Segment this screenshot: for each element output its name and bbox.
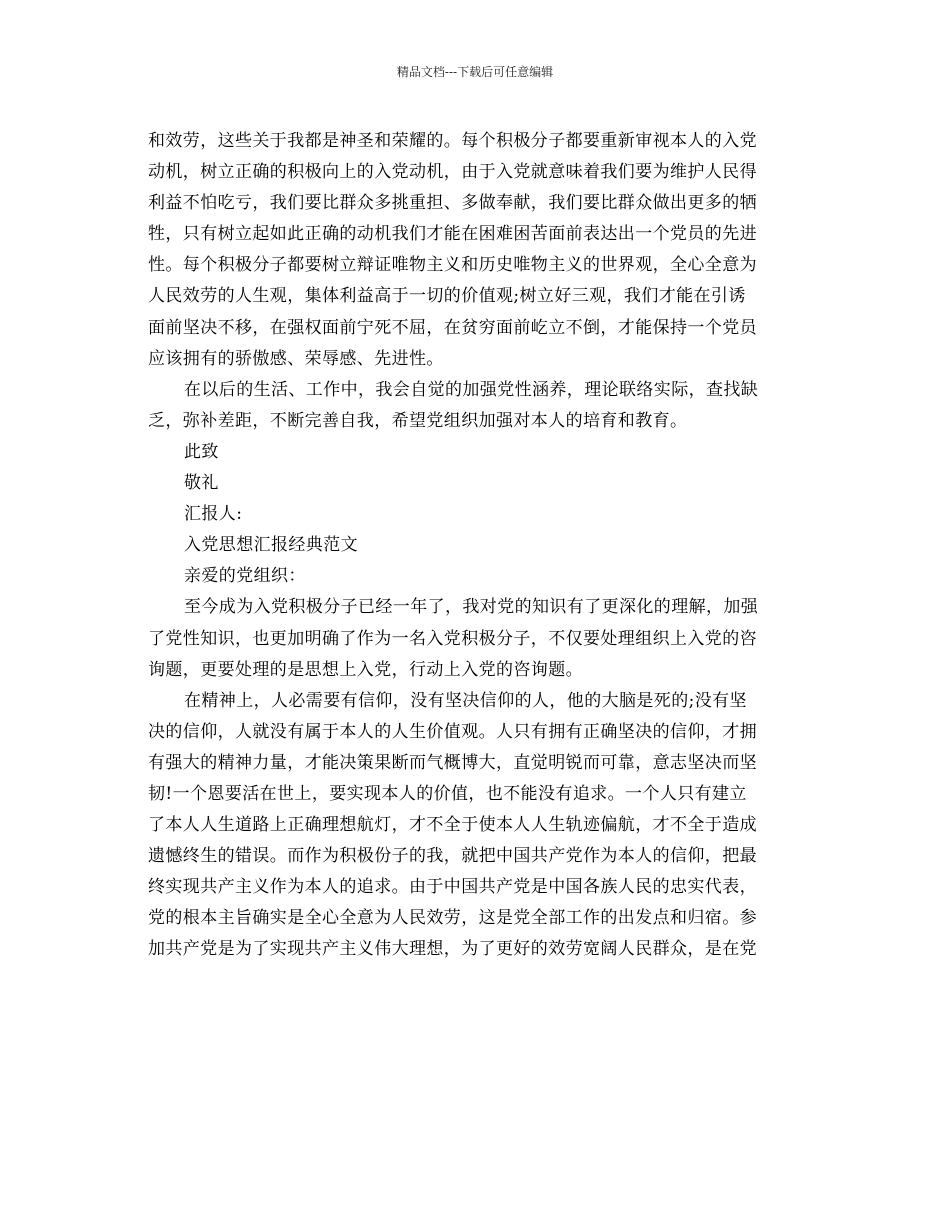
text-line: 应该拥有的骄傲感、荣辱感、先进性。 bbox=[148, 348, 444, 369]
text-line: 动机，树立正确的积极向上的入党动机，由于入党就意味着我们要为维护人民得 bbox=[148, 162, 757, 183]
text-line: 敬礼 bbox=[184, 473, 219, 494]
text-line: 决的信仰，人就没有属于本人的人生价值观。人只有拥有正确坚决的信仰，才拥 bbox=[148, 721, 757, 742]
text-line: 此致 bbox=[184, 441, 219, 462]
text-line: 入党思想汇报经典范文 bbox=[184, 535, 358, 556]
text-line: 终实现共产主义作为本人的追求。由于中国共产党是中国各族人民的忠实代表， bbox=[148, 877, 757, 898]
text-line: 加共产党是为了实现共产主义伟大理想，为了更好的效劳宽阔人民群众，是在党 bbox=[148, 939, 757, 960]
text-line: 性。每个积极分子都要树立辩证唯物主义和历史唯物主义的世界观，全心全意为 bbox=[148, 255, 757, 276]
paragraph bbox=[148, 468, 802, 499]
paragraph bbox=[148, 686, 802, 966]
text-line: 在以后的生活、工作中，我会自觉的加强党性涵养，理论联络实际，查找缺 bbox=[184, 379, 759, 400]
text-line: 和效劳，这些关于我都是神圣和荣耀的。每个积极分子都要重新审视本人的入党 bbox=[148, 131, 757, 151]
text-line: 汇报人: bbox=[184, 504, 243, 525]
text-line: 人民效劳的人生观，集体利益高于一切的价值观;树立好三观，我们才能在引诱 bbox=[148, 286, 746, 307]
text-line: 亲爱的党组织： bbox=[184, 566, 306, 587]
text-line: 利益不怕吃亏，我们要比群众多挑重担、多做奉献，我们要比群众做出更多的牺 bbox=[148, 193, 757, 214]
text-line: 党的根本主旨确实是全心全意为人民效劳，这是党全部工作的出发点和归宿。参 bbox=[148, 908, 757, 929]
paragraph bbox=[148, 561, 802, 592]
paragraph bbox=[148, 530, 802, 561]
paragraph bbox=[148, 592, 802, 685]
text-line: 牲，只有树立起如此正确的动机我们才能在困难困苦面前表达出一个党员的先进 bbox=[148, 224, 757, 245]
text-line: 韧!一个恩要活在世上，要实现本人的价值，也不能没有追求。一个人只有建立 bbox=[148, 783, 747, 804]
text-line: 乏，弥补差距，不断完善自我，希望党组织加强对本人的培育和教育。 bbox=[148, 410, 688, 431]
text-line: 至今成为入党积极分子已经一年了，我对党的知识有了更深化的理解，加强 bbox=[184, 597, 759, 618]
page-header: 精品文档---下载后可任意编辑 bbox=[396, 65, 554, 79]
paragraph bbox=[148, 375, 802, 437]
paragraph bbox=[148, 437, 802, 468]
text-line: 了本人人生道路上正确理想航灯，才不全于使本人人生轨迹偏航，才不全于造成 bbox=[148, 815, 757, 836]
paragraph bbox=[148, 126, 802, 375]
text-line: 遗憾终生的错误。而作为积极份子的我，就把中国共产党作为本人的信仰，把最 bbox=[148, 846, 757, 867]
document-body bbox=[148, 126, 802, 966]
text-line: 询题，更要处理的是思想上入党，行动上入党的咨询题。 bbox=[148, 659, 583, 680]
paragraph bbox=[148, 499, 802, 530]
text-line: 有强大的精神力量，才能决策果断而气概博大，直觉明锐而可靠，意志坚决而坚 bbox=[148, 752, 757, 773]
text-line: 在精神上，人必需要有信仰，没有坚决信仰的人，他的大脑是死的;没有坚 bbox=[184, 690, 747, 711]
text-line: 了党性知识，也更加明确了作为一名入党积极分子，不仅要处理组织上入党的咨 bbox=[148, 628, 757, 649]
text-line: 面前坚决不移，在强权面前宁死不屈，在贫穷面前屹立不倒，才能保持一个党员 bbox=[148, 317, 757, 338]
